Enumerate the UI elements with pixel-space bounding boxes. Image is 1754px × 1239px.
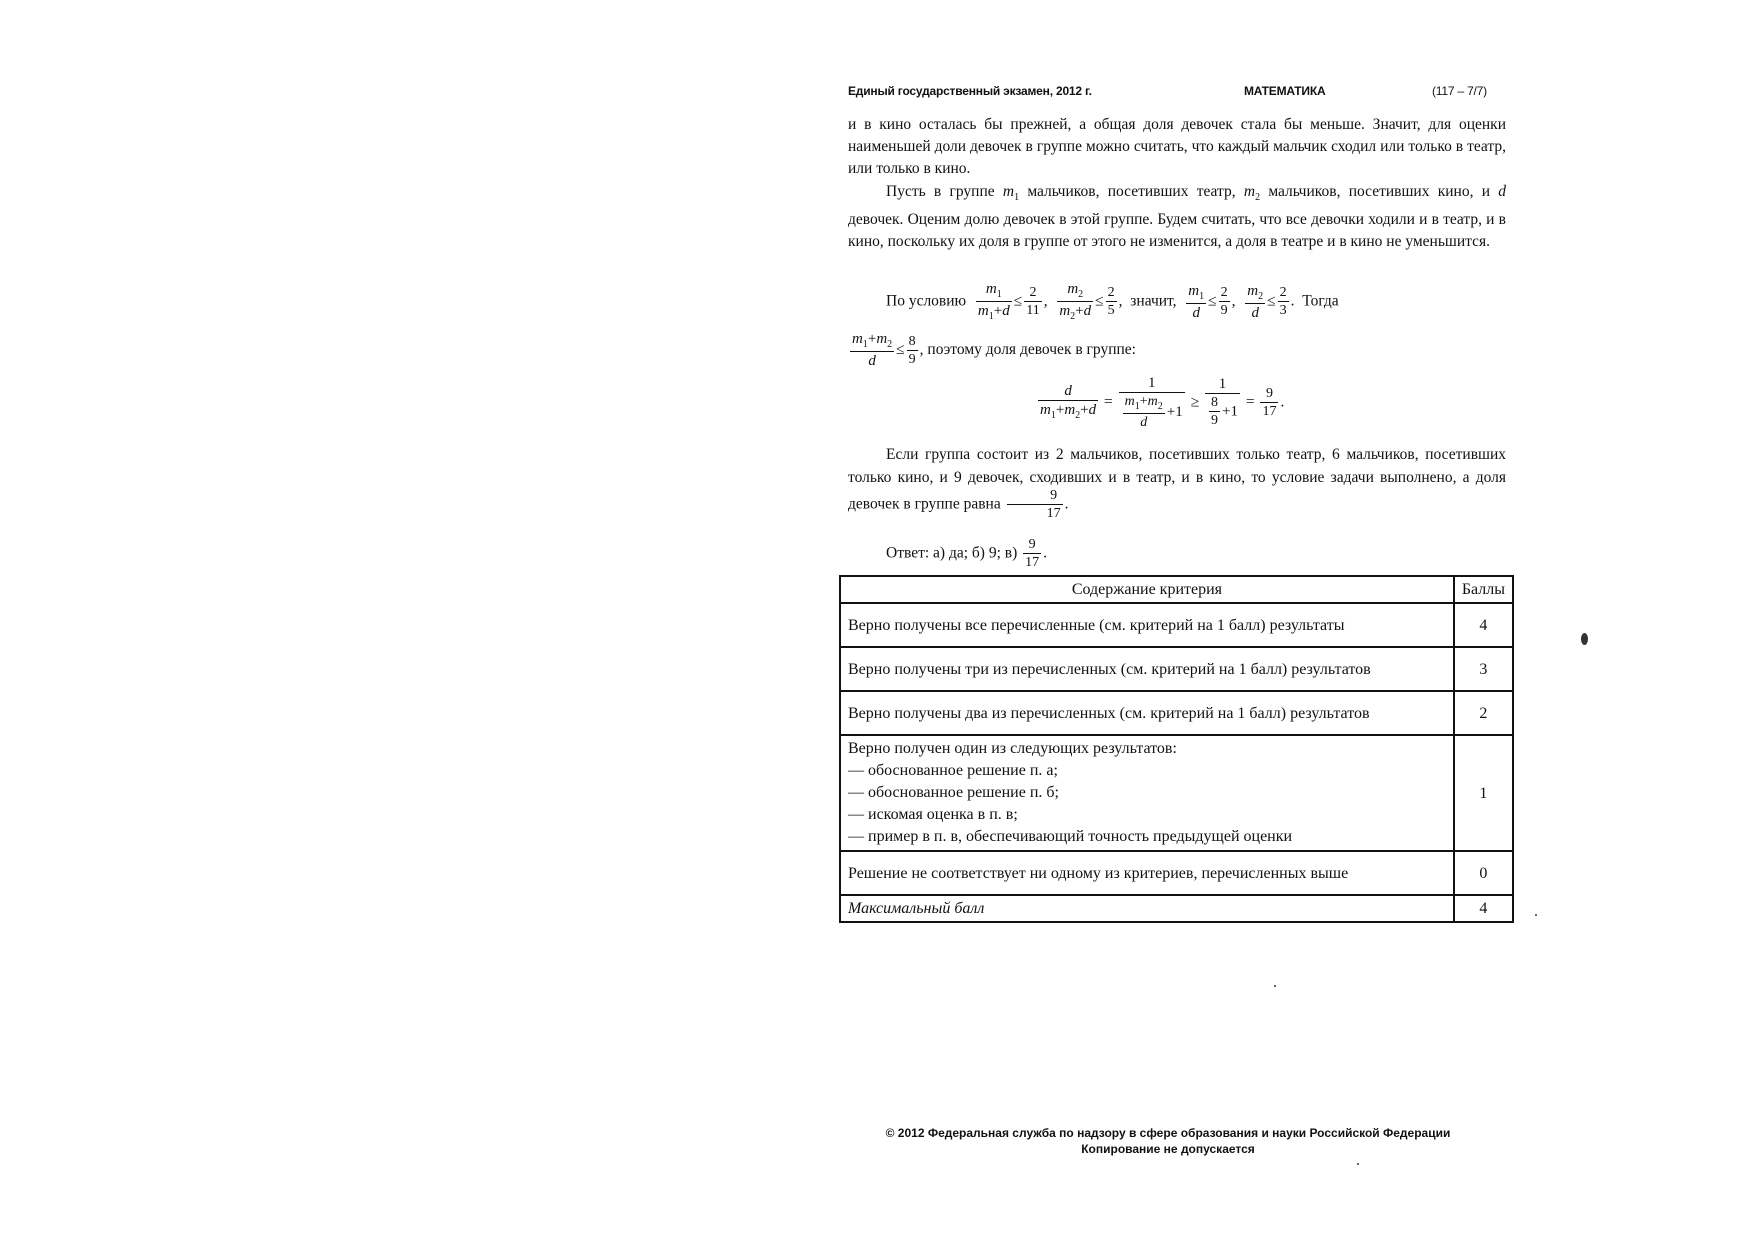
fraction-2-9: $\frac{2}{9}$ (1220, 285, 1228, 318)
sum-inequality-line: $\frac{m_1+m_2}{d}$ ≤ $\frac{8}{9}$ , поэтому доля девочек в группе: (852, 331, 1136, 369)
fraction-m1-over-m1-plus-d: $\frac{m_1}{m_1+d}$ (977, 281, 1010, 322)
criterion-list-line: — пример в п. в, обеспечивающий точность предыдущей оценки (848, 828, 1293, 845)
max-score-label: Максимальный балл (840, 895, 1454, 922)
fraction-d-over-total: $\frac{d}{m_1+m_2+d}$ (1040, 383, 1097, 422)
fraction-9-17-answer: $\frac{9}{17}$ (1025, 537, 1040, 570)
fraction-m1-over-d: $\frac{m_1}{d}$ (1188, 282, 1205, 321)
scan-speck (1357, 1163, 1359, 1165)
fraction-m2-over-m2-plus-d: $\frac{m_2}{m_2+d}$ (1059, 281, 1092, 322)
header-criterion: Содержание критерия (840, 576, 1454, 603)
table-max-row (840, 895, 1513, 922)
paragraph-2: Пусть в группе $m_1$ мальчиков, посетивших театр, $m_2$ мальчиков, посетивших кино, и d девочек. Оценим долю девочек в этой группе. Будем считать, что все девочки ходили и в театр, и в кино, поскольку их доля в группе от этого не изменится, а доля в театре и в кино не уменьшится. (848, 183, 1507, 251)
criterion-points: 1 (1454, 735, 1513, 851)
girls-share-formula: $\frac{d}{m_1+m_2+d}$ = 1 $\frac{m_1+m_2}{d}$ +1 ≥ 1 $\frac{8}{9}$ +1 = $\frac{9}{17}$ . (1040, 375, 1285, 430)
table-row (840, 603, 1513, 647)
criterion-points: 3 (1454, 647, 1513, 691)
fraction-9-17: $\frac{9}{17}$ (1262, 385, 1277, 419)
copyright-line: © 2012 Федеральная служба по надзору в сфере образования и науки Российской Федерации (885, 1126, 1451, 1140)
copyright-footer (848, 1125, 1488, 1157)
answer-line: Ответ: а) да; б) 9; в) $\frac{9}{17}$ . (886, 537, 1047, 570)
fraction-9-17-example: $\frac{9}{17}$ (1007, 489, 1063, 521)
criterion-text: Решение не соответствует ни одному из критериев, перечисленных выше (840, 851, 1454, 895)
criterion-list-line: — обоснованное решение п. б; (848, 784, 1059, 801)
table-row (840, 647, 1513, 691)
table-row (840, 851, 1513, 895)
fraction-1-over-ratio-plus-1: 1 $\frac{m_1+m_2}{d}$ +1 (1119, 376, 1185, 430)
fraction-1-over-8-9-plus-1: 1 $\frac{8}{9}$ +1 (1205, 377, 1240, 428)
header-subject: МАТЕМАТИКА (1244, 84, 1326, 98)
criterion-text: Верно получены два из перечисленных (см. критерий на 1 балл) результатов (840, 691, 1454, 735)
scan-speck (1274, 985, 1276, 987)
fraction-m1-plus-m2-over-d: $\frac{m_1+m_2}{d}$ (852, 331, 893, 369)
header-exam-title: Единый государственный экзамен, 2012 г. (848, 84, 1092, 98)
scan-speck (1581, 633, 1588, 645)
criterion-text: Верно получены все перечисленные (см. критерий на 1 балл) результаты (840, 603, 1454, 647)
max-score-value: 4 (1454, 895, 1513, 922)
paragraph-1: и в кино осталась бы прежней, а общая доля девочек стала бы меньше. Значит, для оценки наименьшей доли девочек в группе можно считать, что каждый мальчик сходил или только в театр, или только в кино. (848, 116, 1506, 177)
header-page-code: (117 – 7/7) (1432, 84, 1487, 98)
criteria-table (839, 575, 1514, 923)
criterion-points: 2 (1454, 691, 1513, 735)
criterion-points: 0 (1454, 851, 1513, 895)
fraction-2-5: $\frac{2}{5}$ (1107, 285, 1115, 318)
table-row (840, 735, 1513, 851)
criterion-text: Верно получены три из перечисленных (см. критерий на 1 балл) результатов (840, 647, 1454, 691)
fraction-8-9: $\frac{8}{9}$ (908, 333, 916, 367)
scan-speck (1535, 914, 1537, 916)
fraction-m2-over-d: $\frac{m_2}{d}$ (1247, 282, 1264, 321)
criterion-list-line: — искомая оценка в п. в; (848, 806, 1018, 823)
fraction-2-3: $\frac{2}{3}$ (1279, 285, 1287, 318)
table-row (840, 691, 1513, 735)
header-points: Баллы (1454, 576, 1513, 603)
condition-formula-line: По условию $\frac{m_1}{m_1+d}$ ≤ $\frac{2}{11}$ , $\frac{m_2}{m_2+d}$ ≤ $\frac{2}{5}$ , значит, $\frac{m_1}{d}$ ≤ $\frac{2}{9}$ , $\frac{m_2}{d}$ ≤ $\frac{2}{3}$ . Тогда (886, 281, 1339, 322)
criterion-text-list (840, 735, 1454, 851)
criterion-points: 4 (1454, 603, 1513, 647)
criterion-list-line: — обоснованное решение п. а; (848, 762, 1058, 779)
no-copy-notice: Копирование не допускается (1081, 1142, 1255, 1156)
criterion-list-line: Верно получен один из следующих результатов: (848, 740, 1177, 757)
table-header-row (840, 576, 1513, 603)
paragraph-example: Если группа состоит из 2 мальчиков, посетивших только театр, 6 мальчиков, посетивших только кино, и 9 девочек, сходивших и в театр, и в кино, то условие задачи выполнено, а доля девочек в группе равна $\frac{9}{17}$ . (848, 446, 1506, 521)
fraction-2-11: $\frac{2}{11}$ (1026, 285, 1040, 318)
